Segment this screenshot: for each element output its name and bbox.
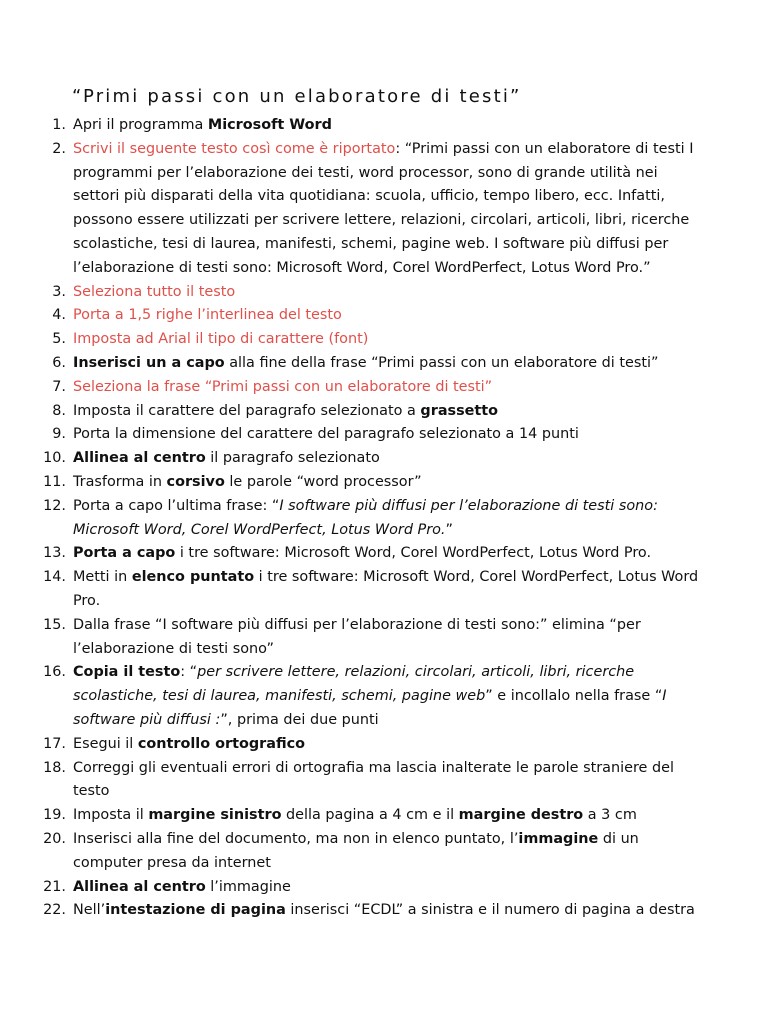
step-item-7 (0, 376, 703, 400)
step-item-4 (0, 304, 703, 328)
step-text-segment: I software più diffusi : (73, 688, 667, 728)
step-text-segment: Porta a capo (73, 545, 176, 562)
step-text-segment: Dalla frase “I software più diffusi per l’elaborazione di testi sono:” elimina “per l’elaborazione di testi sono” (73, 616, 641, 657)
step-text-segment: controllo ortografico (137, 735, 306, 752)
step-item-11 (0, 471, 703, 495)
step-item-20 (0, 828, 703, 876)
step-text-segment: : “Primi passi con un elaboratore di testi I programmi per l’elaborazione dei testi, word processor, sono di grande utilità nei settori più disparati della vita quotidiana: scuola, ufficio, tempo libero, ecc. Infatti, possono essere utilizzati per scrivere lettere, relazioni, circolari, articoli, libri, ricerche scolastiche, tesi di laurea, manifesti, schemi, pagine web. I software più diffusi per l’elaborazione di testi sono: Microsoft Word, Corel WordPerfect, Lotus Word Pro.” (73, 140, 694, 276)
step-item-14 (0, 566, 703, 614)
step-number: 1. (52, 117, 66, 133)
step-text-segment: le parole “word processor” (224, 473, 422, 490)
step-text-segment: ” e incollalo nella frase “ (485, 688, 663, 705)
step-text-segment: Scrivi il seguente testo così come è riportato (73, 140, 396, 157)
step-number: 12. (43, 497, 66, 514)
step-text-segment: Inserisci un a capo (73, 354, 225, 371)
step-text-segment: della pagina a 4 cm e il (281, 807, 459, 824)
step-item-2 (0, 138, 703, 281)
step-text-segment: Inserisci alla fine del documento, ma non in elenco puntato, l’ (73, 830, 519, 847)
step-item-19 (0, 804, 703, 828)
step-item-12 (0, 495, 703, 543)
step-item-1 (0, 114, 703, 138)
step-number: 19. (43, 807, 66, 824)
step-text-segment: Porta a capo l’ultima frase: “ (73, 497, 280, 514)
step-item-13 (0, 542, 703, 566)
step-text-segment: il paragrafo selezionato (205, 450, 380, 467)
step-text-segment: margine sinistro (148, 807, 282, 824)
step-text-segment: Nell’ (73, 902, 106, 919)
step-number: 13. (43, 545, 66, 562)
step-text-segment: Imposta ad Arial il tipo di carattere (font) (73, 331, 369, 348)
step-text-segment: Porta a 1,5 righe l’interlinea del testo (73, 307, 342, 324)
step-text-segment: Seleziona tutto il testo (73, 283, 236, 300)
step-text-segment: Correggi gli eventuali errori di ortografia ma lascia inalterate le parole straniere del testo (73, 759, 674, 800)
step-number: 10. (43, 450, 66, 467)
step-item-9 (0, 423, 703, 447)
step-text-segment: di un computer presa da internet (73, 830, 639, 871)
step-text-segment: ”, prima dei due punti (220, 711, 379, 728)
step-item-17 (0, 733, 703, 757)
step-text-segment: Esegui il (73, 735, 138, 752)
step-item-15 (0, 614, 703, 662)
step-text-segment: Seleziona la frase “Primi passi con un elaboratore di testi” (73, 378, 493, 395)
step-number: 3. (52, 283, 66, 300)
step-text-segment: intestazione di pagina (105, 902, 286, 919)
step-text-segment: ” (445, 521, 453, 538)
step-text-segment: Copia il testo (73, 664, 181, 681)
step-item-22 (0, 899, 703, 923)
step-text-segment: immagine (518, 830, 599, 847)
step-item-8 (0, 400, 703, 424)
step-item-3 (0, 281, 703, 305)
step-text-segment: Trasforma in (73, 473, 167, 490)
step-number: 15. (43, 616, 66, 633)
step-number: 4. (52, 307, 66, 324)
step-text-segment: Imposta il (73, 807, 149, 824)
step-text-segment: : “ (180, 664, 198, 681)
step-item-6 (0, 352, 703, 376)
step-text-segment: a 3 cm (583, 807, 637, 824)
step-text-segment: alla fine della frase “Primi passi con un elaboratore di testi” (224, 354, 659, 371)
step-number: 6. (52, 354, 66, 371)
step-number: 8. (52, 402, 66, 419)
step-number: 18. (43, 759, 66, 776)
step-text-segment: corsivo (166, 473, 225, 490)
step-number: 14. (43, 569, 66, 586)
step-text-segment: l’immagine (205, 878, 291, 895)
step-text-segment: elenco puntato (131, 569, 255, 586)
step-number: 2. (52, 140, 66, 157)
step-number: 5. (52, 331, 66, 348)
step-number: 7. (52, 378, 66, 395)
step-text-segment: Porta la dimensione del carattere del paragrafo selezionato a 14 punti (73, 426, 579, 443)
step-text-segment: per scrivere lettere, relazioni, circolari, articoli, libri, ricerche scolastiche, tesi di laurea, manifesti, schemi, pagine web (73, 664, 635, 705)
step-number: 16. (43, 664, 66, 681)
step-text-segment: Allinea al centro (73, 450, 206, 467)
step-text-segment: Allinea al centro (73, 878, 206, 895)
step-number: 21. (43, 878, 66, 895)
step-number: 9. (52, 426, 66, 443)
step-text-segment: Imposta il carattere del paragrafo selezionato a (73, 402, 421, 419)
step-text-segment: i tre software: Microsoft Word, Corel WordPerfect, Lotus Word Pro. (73, 569, 699, 609)
step-text-segment: grassetto (420, 402, 499, 419)
step-text-segment: i tre software: Microsoft Word, Corel WordPerfect, Lotus Word Pro. (175, 545, 652, 562)
step-text-segment: Metti in (73, 569, 132, 586)
step-item-18 (0, 757, 703, 805)
step-number: 17. (43, 735, 66, 752)
step-text-segment: inserisci “ECDL” a sinistra e il numero di pagina a destra (285, 902, 695, 919)
step-text-segment: Apri il programma (73, 117, 208, 133)
step-item-5 (0, 328, 703, 352)
step-number: 22. (43, 902, 66, 919)
exercise-steps-list (0, 114, 768, 923)
document-title: “Primi passi con un elaboratore di testi” (72, 86, 522, 107)
step-text-segment: margine destro (458, 807, 584, 824)
step-item-16 (0, 661, 703, 732)
step-number: 11. (43, 473, 66, 490)
step-text-segment: I software più diffusi per l’elaborazione di testi sono: Microsoft Word, Corel WordPerfect, Lotus Word Pro. (73, 497, 658, 538)
step-number: 20. (43, 830, 66, 847)
step-text-segment: Microsoft Word (207, 117, 332, 133)
step-item-21 (0, 876, 703, 900)
step-item-10 (0, 447, 703, 471)
